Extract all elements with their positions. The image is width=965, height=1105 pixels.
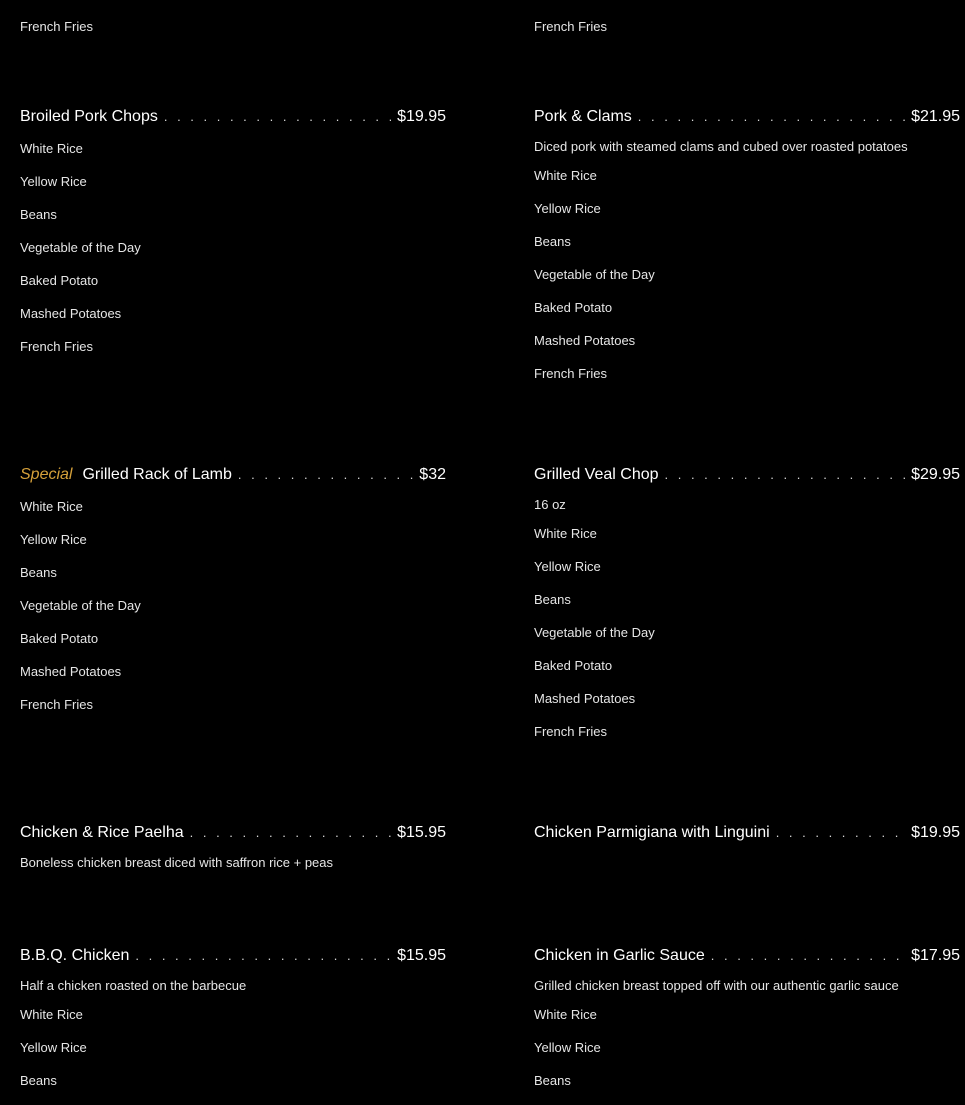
side-option: White Rice	[20, 1007, 83, 1022]
menu-item-description: Boneless chicken breast diced with saffron rice + peas	[20, 855, 334, 870]
side-option: Yellow Rice	[20, 174, 87, 189]
menu-item-name: Pork & Clams	[534, 108, 632, 125]
dot-leader	[164, 105, 391, 129]
menu-item-chicken-parmigiana	[534, 821, 960, 845]
side-option: Yellow Rice	[534, 1040, 601, 1055]
side-option: Beans	[20, 565, 57, 580]
side-option: French Fries	[20, 697, 93, 712]
menu-item-title-row	[20, 944, 446, 968]
dot-leader	[776, 821, 905, 845]
menu-item-side: French Fries	[20, 19, 93, 34]
menu-item-price: $15.95	[397, 824, 446, 841]
side-option: Mashed Potatoes	[534, 691, 636, 706]
menu-item-price: $19.95	[397, 108, 446, 125]
menu-item-side: French Fries	[534, 19, 607, 34]
menu-item-name: Chicken in Garlic Sauce	[534, 947, 705, 964]
menu-item-chicken-rice-paelha	[20, 821, 446, 872]
side-option: Beans	[20, 1073, 57, 1088]
dot-leader	[238, 463, 413, 487]
side-option: Mashed Potatoes	[20, 664, 122, 679]
side-option: Vegetable of the Day	[20, 598, 141, 613]
side-option: Vegetable of the Day	[534, 625, 655, 640]
side-options-list	[534, 525, 960, 741]
menu-item-price: $19.95	[911, 824, 960, 841]
menu-item-title-row	[534, 944, 960, 968]
menu-item-name: Chicken Parmigiana with Linguini	[534, 824, 770, 841]
side-options-list	[20, 1006, 446, 1090]
side-option: Baked Potato	[534, 300, 613, 315]
side-option: French Fries	[534, 366, 607, 381]
menu-item-title-row	[534, 105, 960, 129]
side-option: Vegetable of the Day	[20, 240, 141, 255]
menu-item-name: Grilled Veal Chop	[534, 466, 659, 483]
side-option: White Rice	[534, 168, 597, 183]
side-option: Beans	[534, 234, 571, 249]
side-option: Beans	[20, 207, 57, 222]
menu-item-title-row	[534, 463, 960, 487]
menu-item-description: 16 oz	[534, 497, 566, 512]
menu-item-name: Chicken & Rice Paelha	[20, 824, 184, 841]
side-option: Beans	[534, 1073, 571, 1088]
dot-leader	[665, 463, 906, 487]
side-option: Baked Potato	[534, 658, 613, 673]
menu-item-side	[20, 0, 121, 3]
dot-leader	[638, 105, 905, 129]
menu-item-grilled-veal-chop	[534, 463, 960, 756]
side-option: Mashed Potatoes	[534, 333, 636, 348]
side-option: White Rice	[20, 499, 83, 514]
side-option: Yellow Rice	[534, 201, 601, 216]
menu-item-side	[534, 0, 635, 3]
side-options-list	[534, 1006, 960, 1090]
side-option: French Fries	[20, 339, 93, 354]
side-option: White Rice	[534, 1007, 597, 1022]
side-option: Yellow Rice	[534, 559, 601, 574]
menu-item-bbq-chicken	[20, 944, 446, 1105]
menu-item-title-row	[20, 105, 446, 129]
side-options-list	[20, 140, 446, 356]
side-option: French Fries	[534, 724, 607, 739]
menu-item-title-row	[20, 463, 446, 487]
menu-item-price: $15.95	[397, 947, 446, 964]
special-label: Special	[20, 466, 73, 483]
side-options-list	[20, 498, 446, 714]
side-options-list	[534, 167, 960, 383]
dot-leader	[190, 821, 391, 845]
menu-item-name: Grilled Rack of Lamb	[82, 466, 232, 483]
menu-item-title-row	[20, 821, 446, 845]
side-option: White Rice	[20, 141, 83, 156]
dot-leader	[711, 944, 905, 968]
dot-leader	[135, 944, 391, 968]
menu-item-price: $21.95	[911, 108, 960, 125]
menu-item-grilled-rack-of-lamb	[20, 463, 446, 729]
menu-item-chicken-garlic-sauce	[534, 944, 960, 1105]
menu-item-price: $29.95	[911, 466, 960, 483]
side-option: White Rice	[534, 526, 597, 541]
menu-item-pork-clams	[534, 105, 960, 398]
menu-item-description: Half a chicken roasted on the barbecue	[20, 978, 247, 993]
menu-item-price: $32	[419, 466, 446, 483]
side-option: Baked Potato	[20, 273, 99, 288]
side-option: Baked Potato	[20, 631, 99, 646]
side-option: Beans	[534, 592, 571, 607]
menu-item-price: $17.95	[911, 947, 960, 964]
menu-item-name: B.B.Q. Chicken	[20, 947, 130, 964]
side-option: Yellow Rice	[20, 1040, 87, 1055]
menu-item-name: Broiled Pork Chops	[20, 108, 158, 125]
side-option: Mashed Potatoes	[20, 306, 122, 321]
menu-item-description: Grilled chicken breast topped off with our authentic garlic sauce	[534, 978, 899, 993]
menu-item-title-row	[534, 821, 960, 845]
menu-item-broiled-pork-chops	[20, 105, 446, 371]
menu-item-description: Diced pork with steamed clams and cubed over roasted potatoes	[534, 139, 908, 154]
side-option: Vegetable of the Day	[534, 267, 655, 282]
side-option: Yellow Rice	[20, 532, 87, 547]
